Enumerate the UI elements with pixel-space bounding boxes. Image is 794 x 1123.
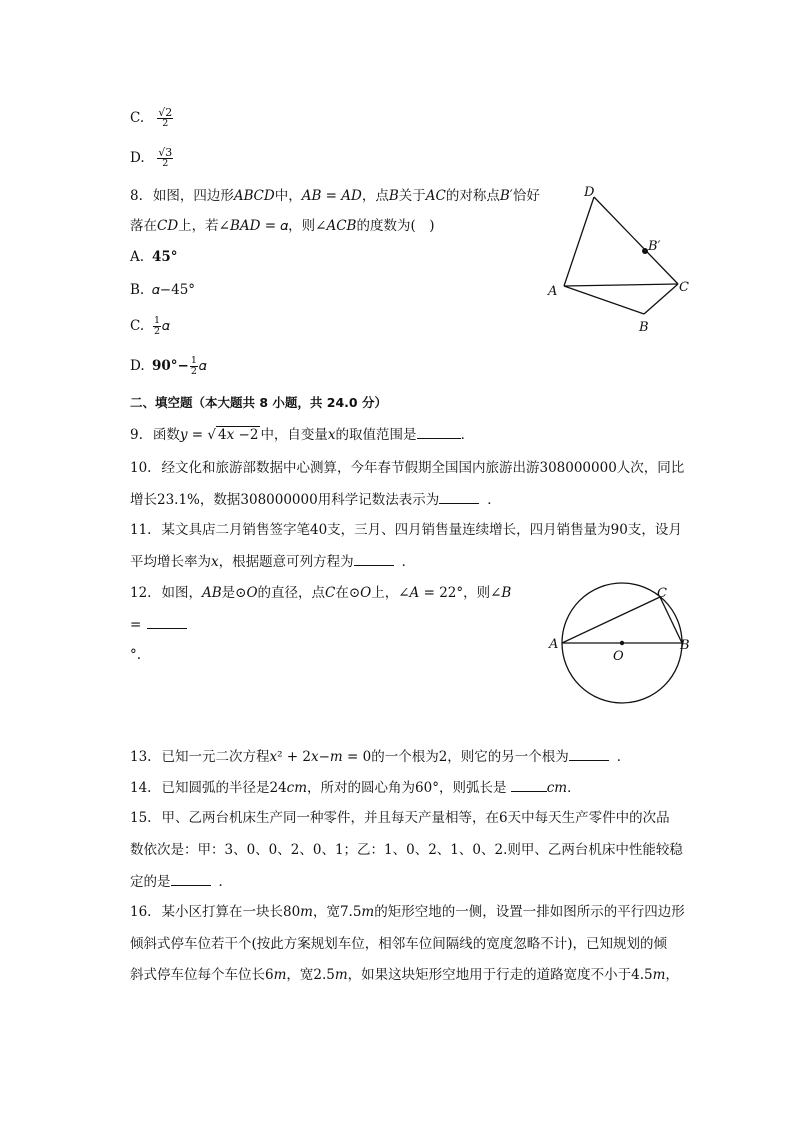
- option-label: C.: [130, 110, 145, 126]
- question-text: 如图，𝐴𝐵是⊙𝑂的直径，点𝐶在⊙𝑂上，∠𝐴 = 22°，则∠𝐵: [161, 585, 512, 601]
- fraction: [190, 356, 198, 377]
- answer-blank[interactable]: [569, 746, 609, 761]
- question-end: ．: [218, 874, 232, 890]
- q13: [130, 746, 630, 767]
- question-end: ．: [401, 554, 416, 570]
- q8-quadrilateral-figure: [540, 180, 700, 340]
- q14: [130, 777, 581, 798]
- q8-option-d: [130, 356, 207, 377]
- question-number: 13.: [130, 749, 152, 765]
- question-text: 已知一元二次方程𝑥² + 2𝑥−𝑚 = 0的一个根为2，则它的另一个根为: [161, 749, 569, 765]
- question-text: 已知圆弧的半径是24𝑐𝑚，所对的圆心角为60°，则弧长是: [161, 780, 511, 796]
- option-label: A.: [130, 249, 145, 265]
- q15-line3: [130, 871, 232, 892]
- fraction-denominator: 2: [154, 326, 161, 337]
- question-number: 9.: [130, 427, 143, 443]
- fraction-denominator: 2: [162, 158, 169, 169]
- segment-ab: [564, 286, 644, 314]
- question-text: =: [130, 617, 142, 633]
- question-text: 增长23.1%，数据308000000用科学记数法表示为: [130, 492, 440, 508]
- label-a: A: [548, 284, 558, 299]
- q16-line1: [130, 902, 685, 922]
- question-end: 𝑐𝑚．: [546, 780, 581, 796]
- fraction-denominator: 2: [190, 366, 197, 377]
- answer-blank[interactable]: [171, 871, 211, 886]
- q12-line1: [130, 583, 511, 603]
- question-text: 某小区打算在一块长80𝑚，宽7.5𝑚的矩形空地的一侧，设置一排如图所示的平行四边形: [161, 904, 685, 920]
- fraction-numerator: √3: [158, 146, 173, 159]
- q8-stem-line1: [130, 186, 540, 206]
- question-text: 平均增长率为𝑥，根据题意可列方程为: [130, 554, 354, 570]
- q10-line1: [130, 458, 684, 478]
- question-text: 中，自变量𝑥的取值范围是: [260, 427, 417, 443]
- question-text: 倾斜式停车位若干个(按此方案规划车位，相邻车位间隔线的宽度忽略不计)，已知规划的倾: [130, 936, 668, 952]
- label-o: O: [613, 649, 624, 664]
- question-text: 函数𝑦 =: [152, 427, 208, 443]
- segment-dc: [594, 197, 678, 284]
- answer-blank[interactable]: [417, 424, 461, 439]
- option-label: B.: [130, 282, 145, 298]
- section-title: 二、填空题（本大题共 8 小题，共 24.0 分）: [130, 395, 387, 410]
- label-d: D: [584, 185, 595, 200]
- question-number: 15.: [130, 810, 152, 826]
- center-point: [620, 641, 624, 645]
- segment-bc: [644, 284, 678, 314]
- q8-stem-line2: [130, 216, 435, 236]
- q12-line2: [130, 614, 187, 635]
- q12-circle-figure: [545, 580, 695, 710]
- question-number: 8.: [130, 188, 143, 204]
- option-text: 𝛼−45°: [152, 282, 196, 298]
- label-b: B: [680, 638, 690, 653]
- q9: [130, 424, 474, 445]
- question-text: 如图，四边形𝐴𝐵𝐶𝐷中，𝐴𝐵 = 𝐴𝐷，点𝐵关于𝐴𝐶的对称点𝐵′恰好: [152, 188, 540, 204]
- q8-option-c: [130, 316, 170, 337]
- question-text: °.: [130, 647, 142, 663]
- option-text: 90°−: [152, 358, 189, 374]
- q11-line1: [130, 520, 682, 540]
- fraction-numerator: 1: [154, 315, 161, 326]
- label-b: B: [639, 320, 649, 335]
- fraction: [157, 108, 173, 129]
- answer-blank[interactable]: [511, 777, 547, 792]
- segment-ad: [564, 197, 594, 286]
- q10-line2: [130, 489, 501, 510]
- question-text: 定的是: [130, 874, 171, 890]
- question-text: 某文具店二月销售签字笔40支，三月、四月销售量连续增长，四月销售量为90支，设月: [161, 522, 682, 538]
- question-end: ．: [487, 492, 501, 508]
- fraction-denominator: 2: [162, 118, 169, 129]
- q11-line2: [130, 551, 415, 572]
- option-text: 𝛼: [162, 318, 170, 334]
- radical-sign: √: [207, 427, 217, 443]
- answer-blank[interactable]: [354, 551, 394, 566]
- question-number: 16.: [130, 904, 152, 920]
- q16-line3: [130, 965, 679, 985]
- chord-bc: [660, 597, 682, 643]
- question-end: ．: [616, 749, 631, 765]
- radicand: 4𝑥 −2: [218, 427, 259, 443]
- option-label: D.: [130, 150, 145, 166]
- q16-line2: [130, 934, 667, 954]
- q8-option-b: [130, 280, 195, 300]
- option-text: 45°: [152, 249, 178, 265]
- question-text: 甲、乙两台机床生产同一种零件，并且每天产量相等，在6天中每天生产零件中的次品: [161, 810, 670, 826]
- q7-option-d: [130, 148, 174, 169]
- q15-line1: [130, 808, 670, 828]
- option-text: 𝛼: [198, 358, 207, 374]
- q15-line2: [130, 840, 683, 860]
- fraction: [157, 148, 173, 169]
- label-c: C: [679, 280, 689, 295]
- q7-option-c: [130, 108, 174, 129]
- question-text: 经文化和旅游部数据中心测算，今年春节假期全国国内旅游出游308000000人次，同比: [161, 460, 685, 476]
- question-text: 落在𝐶𝐷上，若∠𝐵𝐴𝐷 = 𝛼，则∠𝐴𝐶𝐵的度数为( ): [130, 218, 435, 234]
- label-c: C: [657, 586, 667, 601]
- q12-line3: [130, 645, 141, 665]
- question-text: 斜式停车位每个车位长6𝑚，宽2.5𝑚，如果这块矩形空地用于行走的道路宽度不小于4.5𝑚，: [130, 967, 679, 983]
- segment-ac: [564, 284, 678, 286]
- fraction: [153, 316, 161, 337]
- question-end: ．: [460, 427, 475, 443]
- answer-blank[interactable]: [147, 614, 187, 629]
- option-label: D.: [130, 358, 145, 374]
- answer-blank[interactable]: [439, 489, 479, 504]
- label-a: A: [549, 637, 559, 652]
- fraction-numerator: 1: [190, 355, 197, 366]
- question-number: 10.: [130, 460, 152, 476]
- fraction-numerator: √2: [158, 106, 173, 119]
- question-text: 数依次是：甲：3、0、0、2、0、1；乙：1、0、2、1、0、2.则甲、乙两台机床中性能较稳: [130, 842, 683, 858]
- question-number: 11.: [130, 522, 152, 538]
- q8-option-a: [130, 247, 178, 267]
- option-label: C.: [130, 318, 145, 334]
- question-number: 12.: [130, 585, 152, 601]
- question-number: 14.: [130, 780, 152, 796]
- label-b-prime: B′: [648, 239, 661, 254]
